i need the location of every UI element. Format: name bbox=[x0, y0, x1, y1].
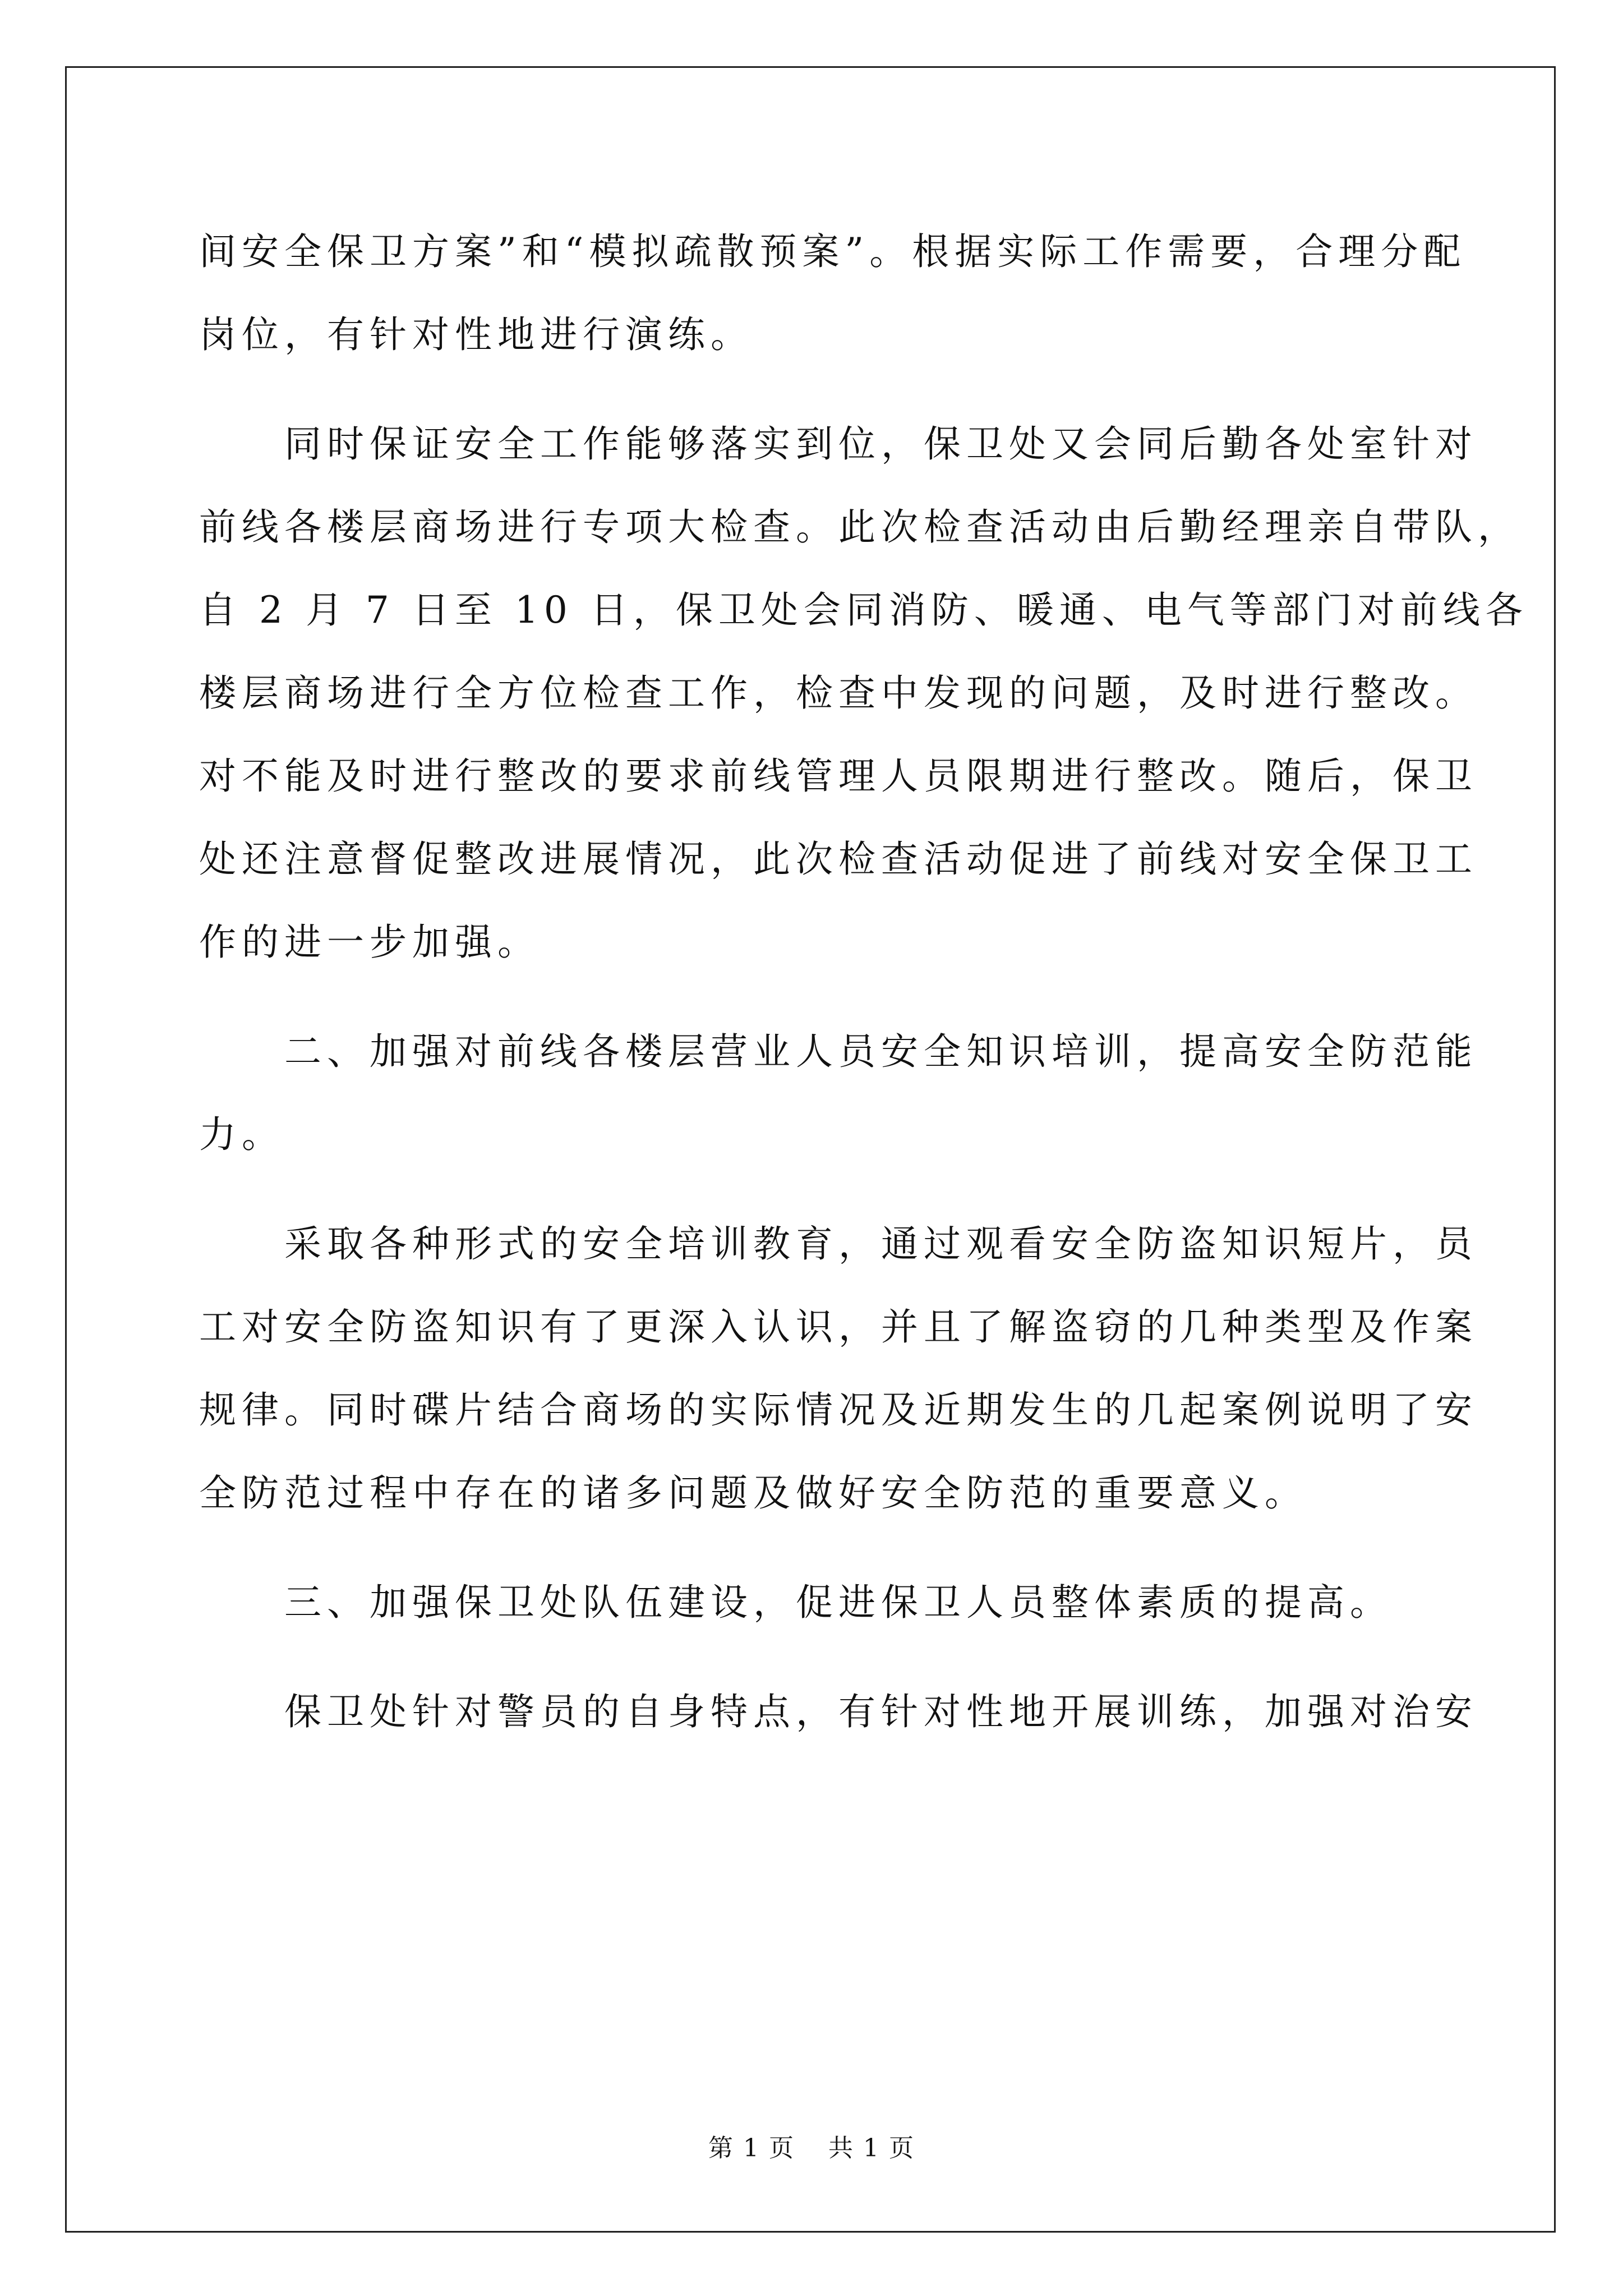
document-body bbox=[199, 210, 1528, 1754]
text-line-14: 规律。同时碟片结合商场的实际情况及近期发生的几起案例说明了安 bbox=[199, 1388, 1478, 1432]
text-line-5: 自 2 月 7 日至 10 日，保卫处会同消防、暖通、电气等部门对前线各 bbox=[199, 588, 1528, 632]
text-line-6: 楼层商场进行全方位检查工作，检查中发现的问题，及时进行整改。 bbox=[199, 671, 1478, 715]
text-line-11: 力。 bbox=[199, 1113, 284, 1156]
text-line-3: 同时保证安全工作能够落实到位，保卫处又会同后勤各处室针对 bbox=[199, 422, 1478, 466]
text-line-2: 岗位，有针对性地进行演练。 bbox=[199, 313, 753, 356]
text-line-15: 全防范过程中存在的诸多问题及做好安全防范的重要意义。 bbox=[199, 1471, 1307, 1515]
paragraph-gap bbox=[199, 984, 1427, 1010]
text-line-12: 采取各种形式的安全培训教育，通过观看安全防盗知识短片，员 bbox=[199, 1222, 1478, 1266]
page-number: 第 1 页 bbox=[708, 2134, 795, 2162]
text-line-8: 处还注意督促整改进展情况，此次检查活动促进了前线对安全保卫工 bbox=[199, 838, 1478, 881]
text-line-4: 前线各楼层商场进行专项大检查。此次检查活动由后勤经理亲自带队， bbox=[199, 505, 1520, 549]
text-line-9: 作的进一步加强。 bbox=[199, 921, 540, 964]
text-line-17: 保卫处针对警员的自身特点，有针对性地开展训练，加强对治安 bbox=[199, 1690, 1478, 1733]
page-total: 共 1 页 bbox=[828, 2134, 915, 2162]
heading-two: 二、加强对前线各楼层营业人员安全知识培训，提高安全防范能 bbox=[199, 1030, 1478, 1073]
paragraph-gap bbox=[199, 1535, 1427, 1561]
text-line-1: 间安全保卫方案”和“模拟疏散预案”。根据实际工作需要，合理分配 bbox=[199, 230, 1467, 273]
text-line-7: 对不能及时进行整改的要求前线管理人员限期进行整改。随后，保卫 bbox=[199, 754, 1478, 798]
page-footer bbox=[0, 2128, 1623, 2164]
text-line-13: 工对安全防盗知识有了更深入认识，并且了解盗窃的几种类型及作案 bbox=[199, 1305, 1478, 1349]
paragraph-gap bbox=[199, 376, 1427, 403]
paragraph-gap bbox=[199, 1644, 1427, 1671]
heading-three: 三、加强保卫处队伍建设，促进保卫人员整体素质的提高。 bbox=[199, 1581, 1393, 1624]
paragraph-gap bbox=[199, 1176, 1427, 1203]
